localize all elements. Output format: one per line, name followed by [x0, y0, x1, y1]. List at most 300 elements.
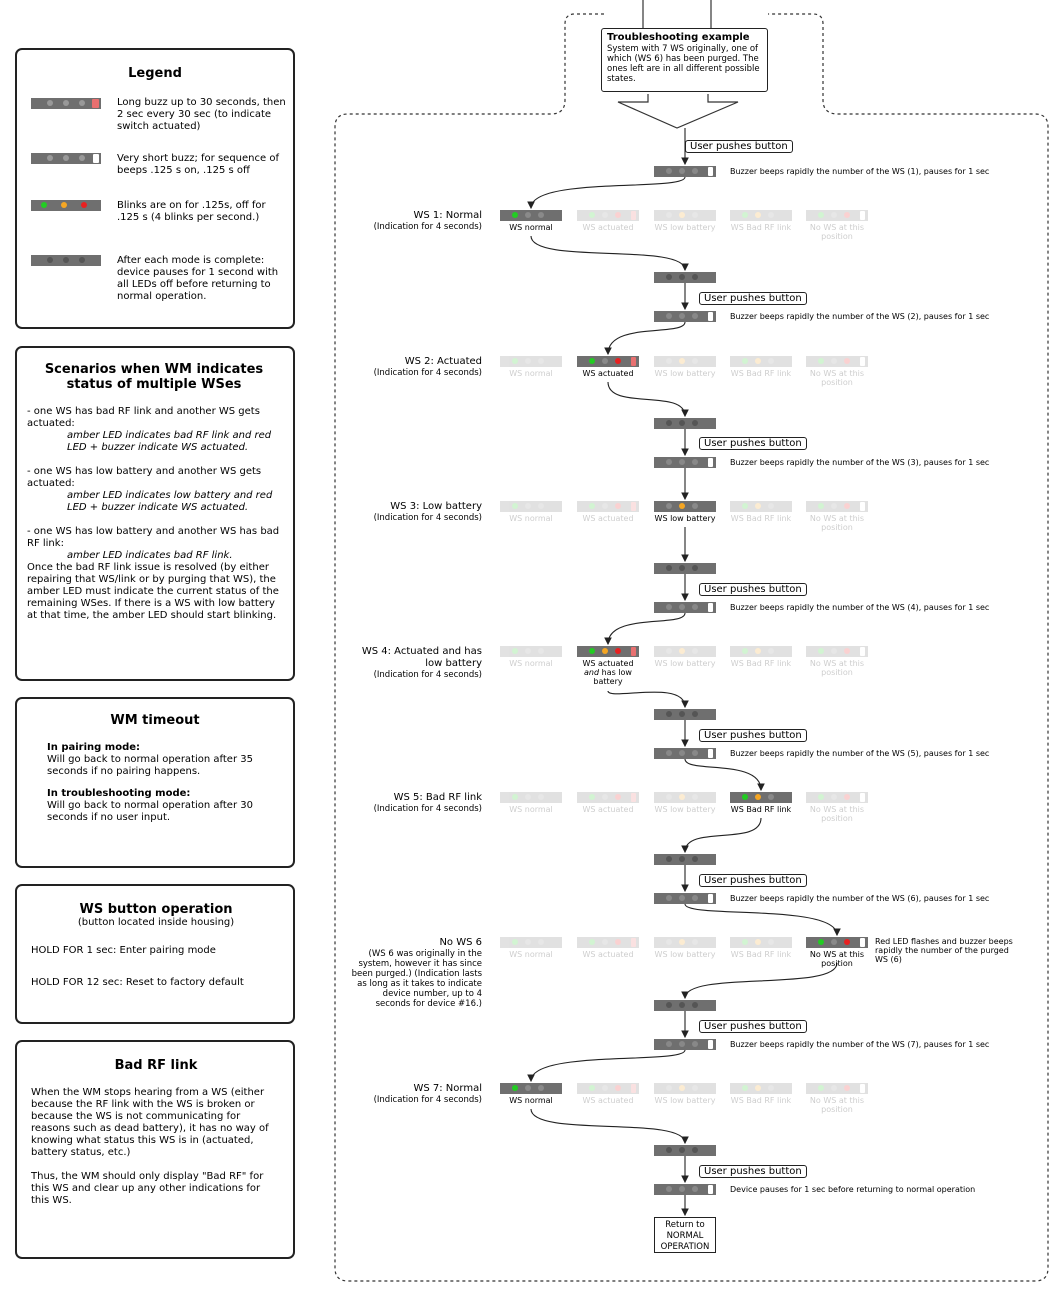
- led-2: [679, 1085, 685, 1091]
- buzzer-segment: [708, 894, 713, 903]
- led-3: [538, 794, 544, 800]
- led-3: [615, 1085, 621, 1091]
- ws-row-title: WS 4: Actuated and has low battery: [361, 646, 482, 669]
- legend-item-3: Blinks are on for .125s, off for .125 s (4 blinks per second.): [117, 200, 266, 223]
- buzzer-segment: [860, 502, 865, 511]
- buzzer-segment: [708, 312, 713, 321]
- beep-note-ws5: Buzzer beeps rapidly the number of the WS (5), pauses for 1 sec: [730, 749, 990, 758]
- blinking-leds-icon: [31, 200, 101, 211]
- beep-strip-ws3: [654, 457, 716, 468]
- ws-row-label-2: [347, 356, 482, 378]
- faded-strip-ws2-col3: [654, 356, 716, 367]
- led-1: [666, 939, 672, 945]
- led-1: [666, 1186, 672, 1192]
- beep-strip-ws6: [654, 893, 716, 904]
- led-3: [692, 420, 698, 426]
- led-1: [666, 604, 672, 610]
- led-3: [768, 939, 774, 945]
- led-1: [742, 503, 748, 509]
- led-2: [602, 212, 608, 218]
- led-1: [742, 939, 748, 945]
- off-strip-after-ws2: [654, 418, 716, 429]
- led-3: [844, 648, 850, 654]
- caption-ws2-col4: WS Bad RF link: [730, 369, 792, 378]
- legend-item-2: Very short buzz; for sequence of beeps .125 s on, .125 s off: [117, 153, 279, 176]
- led-1: [666, 1002, 672, 1008]
- led-3: [768, 1085, 774, 1091]
- example-title: Troubleshooting example: [607, 32, 750, 43]
- caption-ws5-col5: No WS at this position: [809, 805, 865, 823]
- button-operation-title: WS button operation: [79, 902, 233, 917]
- led-3: [768, 212, 774, 218]
- buzzer-segment: [631, 502, 636, 511]
- legend-item-1: Long buzz up to 30 seconds, then 2 sec every 30 sec (to indicate switch actuated): [117, 97, 286, 132]
- faded-strip-ws5-col3: [654, 792, 716, 803]
- led-2: [755, 1085, 761, 1091]
- led-2: [679, 856, 685, 862]
- led-1: [666, 1147, 672, 1153]
- troubleshooting-mode-text: Will go back to normal operation after 30 seconds if no user input.: [47, 800, 253, 823]
- led-3: [844, 939, 850, 945]
- faded-strip-ws4-col1: [500, 646, 562, 657]
- led-3: [692, 1041, 698, 1047]
- led-2: [755, 358, 761, 364]
- pairing-mode-text: Will go back to normal operation after 35 seconds if no pairing happens.: [47, 754, 253, 777]
- led-1: [512, 358, 518, 364]
- caption-ws1-col3: WS low battery: [654, 223, 716, 232]
- led-1: [666, 313, 672, 319]
- faded-strip-ws1-col5: [806, 210, 868, 221]
- timeout-panel: [15, 697, 295, 868]
- bad-rf-paragraph-2: Thus, the WM should only display "Bad RF" for this WS and clear up any other indications for this WS.: [31, 1171, 264, 1206]
- led-3: [692, 1186, 698, 1192]
- ws-row-title: WS 5: Bad RF link: [393, 792, 482, 803]
- led-2: [831, 648, 837, 654]
- led-3: [768, 503, 774, 509]
- faded-strip-ws5-col1: [500, 792, 562, 803]
- ws-row-title: WS 2: Actuated: [404, 356, 482, 367]
- caption-ws3-col4: WS Bad RF link: [730, 514, 792, 523]
- led-2: [602, 1085, 608, 1091]
- buzzer-segment: [631, 647, 636, 656]
- caption-ws2-col5: No WS at this position: [809, 369, 865, 387]
- led-2: [679, 939, 685, 945]
- ws-row-subtitle: (Indication for 4 seconds): [373, 222, 482, 232]
- led-2: [679, 168, 685, 174]
- buzzer-segment: [860, 1084, 865, 1093]
- off-strip-after-ws1: [654, 272, 716, 283]
- led-1: [818, 358, 824, 364]
- caption-ws2-col1: WS normal: [509, 369, 553, 378]
- return-to-normal-box: Return to NORMAL OPERATION: [654, 1217, 716, 1253]
- led-1: [666, 565, 672, 571]
- caption-ws7-col3: WS low battery: [654, 1096, 716, 1105]
- faded-strip-ws7-col5: [806, 1083, 868, 1094]
- led-2: [602, 503, 608, 509]
- buzzer-segment: [631, 938, 636, 947]
- ws-row-subtitle: (Indication for 4 seconds): [373, 1095, 482, 1105]
- led-3: [538, 358, 544, 364]
- led-3: [768, 794, 774, 800]
- led-1: [512, 648, 518, 654]
- user-pushes-button-2: User pushes button: [699, 292, 807, 305]
- led-1: [666, 168, 672, 174]
- troubleshooting-mode-heading: In troubleshooting mode:: [47, 788, 191, 799]
- active-strip-ws3-col3: [654, 501, 716, 512]
- leds-off-icon: [31, 255, 101, 266]
- faded-strip-ws6-col1: [500, 937, 562, 948]
- ws-row-label-7: [347, 1083, 482, 1105]
- led-3: [538, 939, 544, 945]
- active-strip-ws6-col5: [806, 937, 868, 948]
- led-3: [615, 648, 621, 654]
- user-pushes-button-6: User pushes button: [699, 874, 807, 887]
- led-1: [818, 648, 824, 654]
- ws-row-subtitle: (WS 6 was originally in the system, however it has since been purged.) (Indication lasts as long as it takes to indicate device number, up to 4 seconds for device #16.): [351, 949, 482, 1009]
- led-2: [679, 895, 685, 901]
- caption-ws2-col3: WS low battery: [654, 369, 716, 378]
- buzzer-segment: [631, 357, 636, 366]
- led-3: [844, 212, 850, 218]
- caption-ws3-col1: WS normal: [509, 514, 553, 523]
- led-3: [692, 895, 698, 901]
- led-2: [525, 503, 531, 509]
- caption-ws4-col4: WS Bad RF link: [730, 659, 792, 668]
- led-1: [742, 212, 748, 218]
- off-strip-after-ws5: [654, 854, 716, 865]
- timeout-title: WM timeout: [110, 713, 200, 728]
- led-3: [692, 939, 698, 945]
- led-1: [666, 503, 672, 509]
- faded-strip-ws3-col2: [577, 501, 639, 512]
- led-2: [755, 503, 761, 509]
- buzzer-segment: [631, 793, 636, 802]
- bad-rf-paragraph-1: When the WM stops hearing from a WS (either because the RF link with the WS is broken or because the WS is not communicating for reasons such as dead battery), it has no way of knowing what status this WS is in (actuated, battery status, etc.): [31, 1087, 269, 1158]
- ws-row-subtitle: (Indication for 4 seconds): [373, 804, 482, 814]
- led-2: [679, 358, 685, 364]
- beep-note-ws7: Buzzer beeps rapidly the number of the WS (7), pauses for 1 sec: [730, 1040, 990, 1049]
- active-strip-ws1-col1: [500, 210, 562, 221]
- faded-strip-ws3-col5: [806, 501, 868, 512]
- led-1: [742, 648, 748, 654]
- scenarios-panel: [15, 346, 295, 681]
- legend-title: Legend: [128, 66, 182, 81]
- pairing-mode-heading: In pairing mode:: [47, 742, 141, 753]
- led-2: [831, 358, 837, 364]
- led-1: [818, 503, 824, 509]
- led-2: [679, 1186, 685, 1192]
- beep-strip-ws1: [654, 166, 716, 177]
- caption-ws4-col1: WS normal: [509, 659, 553, 668]
- caption-ws7-col5: No WS at this position: [809, 1096, 865, 1114]
- legend-item-4: After each mode is complete: device pauses for 1 second with all LEDs off before returning to normal operation.: [117, 255, 279, 302]
- buzzer-segment: [708, 749, 713, 758]
- led-2: [525, 648, 531, 654]
- caption-ws1-col1: WS normal: [509, 223, 553, 232]
- ws-row-subtitle: (Indication for 4 seconds): [373, 670, 482, 680]
- led-3: [844, 358, 850, 364]
- led-3: [692, 711, 698, 717]
- led-3: [844, 1085, 850, 1091]
- led-3: [615, 358, 621, 364]
- caption-ws1-col2: WS actuated: [582, 223, 634, 232]
- faded-strip-ws2-col1: [500, 356, 562, 367]
- led-2: [679, 565, 685, 571]
- faded-strip-ws4-col4: [730, 646, 792, 657]
- faded-strip-ws4-col3: [654, 646, 716, 657]
- led-3: [692, 1085, 698, 1091]
- off-strip-after-ws3: [654, 563, 716, 574]
- led-3: [692, 358, 698, 364]
- caption-ws5-col2: WS actuated: [582, 805, 634, 814]
- led-2: [679, 1002, 685, 1008]
- caption-ws7-col2: WS actuated: [582, 1096, 634, 1105]
- buzzer-segment: [708, 1040, 713, 1049]
- faded-strip-ws1-col2: [577, 210, 639, 221]
- led-3: [692, 856, 698, 862]
- led-1: [512, 503, 518, 509]
- led-1: [666, 794, 672, 800]
- led-2: [755, 212, 761, 218]
- caption-ws1-col5: No WS at this position: [809, 223, 865, 241]
- caption-ws4-col5: No WS at this position: [809, 659, 865, 677]
- caption-ws7-col1: WS normal: [509, 1096, 553, 1105]
- led-2: [679, 1147, 685, 1153]
- scenarios-title: Scenarios when WM indicates status of multiple WSes: [44, 362, 264, 392]
- beep-note-ws1: Buzzer beeps rapidly the number of the WS (1), pauses for 1 sec: [730, 167, 990, 176]
- ws-row-title: WS 7: Normal: [413, 1083, 482, 1094]
- ws6-red-led-note: Red LED flashes and buzzer beeps rapidly the number of the purged WS (6): [875, 937, 1013, 964]
- faded-strip-ws1-col4: [730, 210, 792, 221]
- led-1: [818, 794, 824, 800]
- bad-rf-title: Bad RF link: [114, 1058, 198, 1073]
- off-strip-after-ws7: [654, 1145, 716, 1156]
- led-1: [512, 939, 518, 945]
- legend-panel: [15, 48, 295, 329]
- active-strip-ws2-col2: [577, 356, 639, 367]
- ws-row-label-5: [347, 792, 482, 814]
- led-1: [589, 503, 595, 509]
- led-1: [818, 939, 824, 945]
- led-1: [666, 420, 672, 426]
- led-1: [589, 212, 595, 218]
- led-1: [512, 1085, 518, 1091]
- beep-note-ws6: Buzzer beeps rapidly the number of the WS (6), pauses for 1 sec: [730, 894, 990, 903]
- led-1: [666, 711, 672, 717]
- buzzer-segment: [860, 793, 865, 802]
- led-3: [538, 503, 544, 509]
- faded-strip-ws5-col2: [577, 792, 639, 803]
- led-3: [615, 212, 621, 218]
- buzzer-segment: [860, 647, 865, 656]
- active-strip-ws7-col1: [500, 1083, 562, 1094]
- led-1: [589, 648, 595, 654]
- led-2: [679, 313, 685, 319]
- faded-strip-ws2-col4: [730, 356, 792, 367]
- button-operation-panel: [15, 884, 295, 1024]
- led-1: [589, 794, 595, 800]
- led-3: [692, 750, 698, 756]
- led-3: [692, 565, 698, 571]
- user-pushes-button-final: User pushes button: [699, 1165, 807, 1178]
- caption-ws3-col5: No WS at this position: [809, 514, 865, 532]
- led-1: [666, 648, 672, 654]
- ws-row-label-3: [347, 501, 482, 523]
- faded-strip-ws1-col3: [654, 210, 716, 221]
- faded-strip-ws4-col5: [806, 646, 868, 657]
- faded-strip-ws6-col2: [577, 937, 639, 948]
- led-3: [692, 459, 698, 465]
- faded-strip-ws7-col2: [577, 1083, 639, 1094]
- buzzer-segment: [708, 603, 713, 612]
- led-2: [679, 212, 685, 218]
- led-2: [679, 503, 685, 509]
- hold-12-sec: HOLD FOR 12 sec: Reset to factory default: [31, 977, 244, 988]
- led-3: [768, 358, 774, 364]
- led-1: [512, 794, 518, 800]
- scenario-3: - one WS has low battery and another WS has bad RF link: amber LED indicates bad RF link. Once the bad RF link issue is resolved (by either repairing that WS/link or by purging that WS), the amber LED must indicate the current status of the remaining WSes. If there is a WS with low battery at that time, the amber LED should start blinking.: [27, 526, 280, 621]
- led-3: [692, 168, 698, 174]
- caption-ws6-col5: No WS at this position: [809, 950, 865, 968]
- ws-row-label-4: [347, 646, 482, 680]
- led-1: [666, 856, 672, 862]
- led-3: [692, 212, 698, 218]
- led-2: [679, 604, 685, 610]
- led-2: [679, 750, 685, 756]
- caption-ws6-col1: WS normal: [509, 950, 553, 959]
- faded-strip-ws7-col4: [730, 1083, 792, 1094]
- caption-ws6-col2: WS actuated: [582, 950, 634, 959]
- faded-strip-ws3-col4: [730, 501, 792, 512]
- caption-ws1-col4: WS Bad RF link: [730, 223, 792, 232]
- caption-ws6-col4: WS Bad RF link: [730, 950, 792, 959]
- led-3: [692, 1147, 698, 1153]
- led-3: [538, 212, 544, 218]
- user-pushes-button-1: User pushes button: [685, 140, 793, 153]
- faded-strip-ws6-col3: [654, 937, 716, 948]
- example-text: System with 7 WS originally, one of which (WS 6) has been purged. The ones left are in all different possible states.: [607, 44, 760, 84]
- scenario-1: - one WS has bad RF link and another WS gets actuated: amber LED indicates bad RF link and red LED + buzzer indicate WS actuated.: [27, 406, 272, 453]
- caption-ws5-col3: WS low battery: [654, 805, 716, 814]
- led-2: [831, 794, 837, 800]
- caption-ws4-col3: WS low battery: [654, 659, 716, 668]
- caption-ws4-col2: WS actuated and has low battery: [582, 659, 634, 686]
- caption-ws5-col4: WS Bad RF link: [730, 805, 792, 814]
- led-2: [525, 212, 531, 218]
- led-1: [512, 212, 518, 218]
- led-3: [692, 794, 698, 800]
- led-1: [742, 358, 748, 364]
- final-pause-strip: [654, 1184, 716, 1195]
- led-2: [602, 794, 608, 800]
- led-1: [589, 939, 595, 945]
- led-1: [666, 895, 672, 901]
- led-3: [615, 939, 621, 945]
- beep-strip-ws4: [654, 602, 716, 613]
- led-3: [692, 648, 698, 654]
- led-3: [692, 1002, 698, 1008]
- led-2: [831, 212, 837, 218]
- led-2: [831, 1085, 837, 1091]
- led-3: [615, 503, 621, 509]
- buzzer-segment: [631, 211, 636, 220]
- caption-ws7-col4: WS Bad RF link: [730, 1096, 792, 1105]
- led-1: [666, 274, 672, 280]
- led-1: [666, 212, 672, 218]
- beep-note-ws3: Buzzer beeps rapidly the number of the WS (3), pauses for 1 sec: [730, 458, 990, 467]
- led-1: [666, 459, 672, 465]
- hold-1-sec: HOLD FOR 1 sec: Enter pairing mode: [31, 945, 216, 956]
- led-1: [742, 794, 748, 800]
- led-1: [589, 358, 595, 364]
- user-pushes-button-4: User pushes button: [699, 583, 807, 596]
- user-pushes-button-7: User pushes button: [699, 1020, 807, 1033]
- led-3: [692, 503, 698, 509]
- led-2: [602, 358, 608, 364]
- buzzer-segment: [708, 1185, 713, 1194]
- led-2: [679, 1041, 685, 1047]
- faded-strip-ws2-col5: [806, 356, 868, 367]
- led-3: [538, 1085, 544, 1091]
- led-3: [692, 313, 698, 319]
- faded-strip-ws5-col5: [806, 792, 868, 803]
- led-3: [538, 648, 544, 654]
- led-3: [692, 274, 698, 280]
- led-2: [602, 648, 608, 654]
- led-1: [666, 358, 672, 364]
- led-1: [589, 1085, 595, 1091]
- led-2: [525, 1085, 531, 1091]
- scenario-2: - one WS has low battery and another WS gets actuated: amber LED indicates low battery and red LED + buzzer indicate WS actuated.: [27, 466, 273, 513]
- led-1: [666, 1085, 672, 1091]
- led-1: [666, 750, 672, 756]
- faded-strip-ws6-col4: [730, 937, 792, 948]
- led-2: [755, 648, 761, 654]
- beep-note-ws2: Buzzer beeps rapidly the number of the WS (2), pauses for 1 sec: [730, 312, 990, 321]
- led-2: [525, 939, 531, 945]
- buzzer-segment: [860, 211, 865, 220]
- buzzer-segment: [631, 1084, 636, 1093]
- buzzer-segment: [708, 458, 713, 467]
- led-2: [831, 939, 837, 945]
- led-2: [525, 794, 531, 800]
- bad-rf-panel: [15, 1040, 295, 1259]
- user-pushes-button-3: User pushes button: [699, 437, 807, 450]
- buzzer-long-icon: [31, 98, 101, 109]
- beep-strip-ws2: [654, 311, 716, 322]
- led-1: [818, 212, 824, 218]
- led-2: [679, 420, 685, 426]
- led-3: [768, 648, 774, 654]
- led-1: [742, 1085, 748, 1091]
- led-1: [818, 1085, 824, 1091]
- final-note: Device pauses for 1 sec before returning to normal operation: [730, 1185, 976, 1194]
- led-3: [615, 794, 621, 800]
- button-operation-subtitle: (button located inside housing): [77, 917, 235, 928]
- caption-ws2-col2: WS actuated: [582, 369, 634, 378]
- troubleshooting-example-box: [601, 28, 768, 92]
- led-2: [679, 711, 685, 717]
- ws-row-label-1: [347, 210, 482, 232]
- beep-strip-ws5: [654, 748, 716, 759]
- ws-row-label-6: [347, 937, 482, 1009]
- led-2: [679, 274, 685, 280]
- beep-note-ws4: Buzzer beeps rapidly the number of the WS (4), pauses for 1 sec: [730, 603, 990, 612]
- led-2: [525, 358, 531, 364]
- ws-row-subtitle: (Indication for 4 seconds): [373, 368, 482, 378]
- off-strip-after-ws6: [654, 1000, 716, 1011]
- faded-strip-ws7-col3: [654, 1083, 716, 1094]
